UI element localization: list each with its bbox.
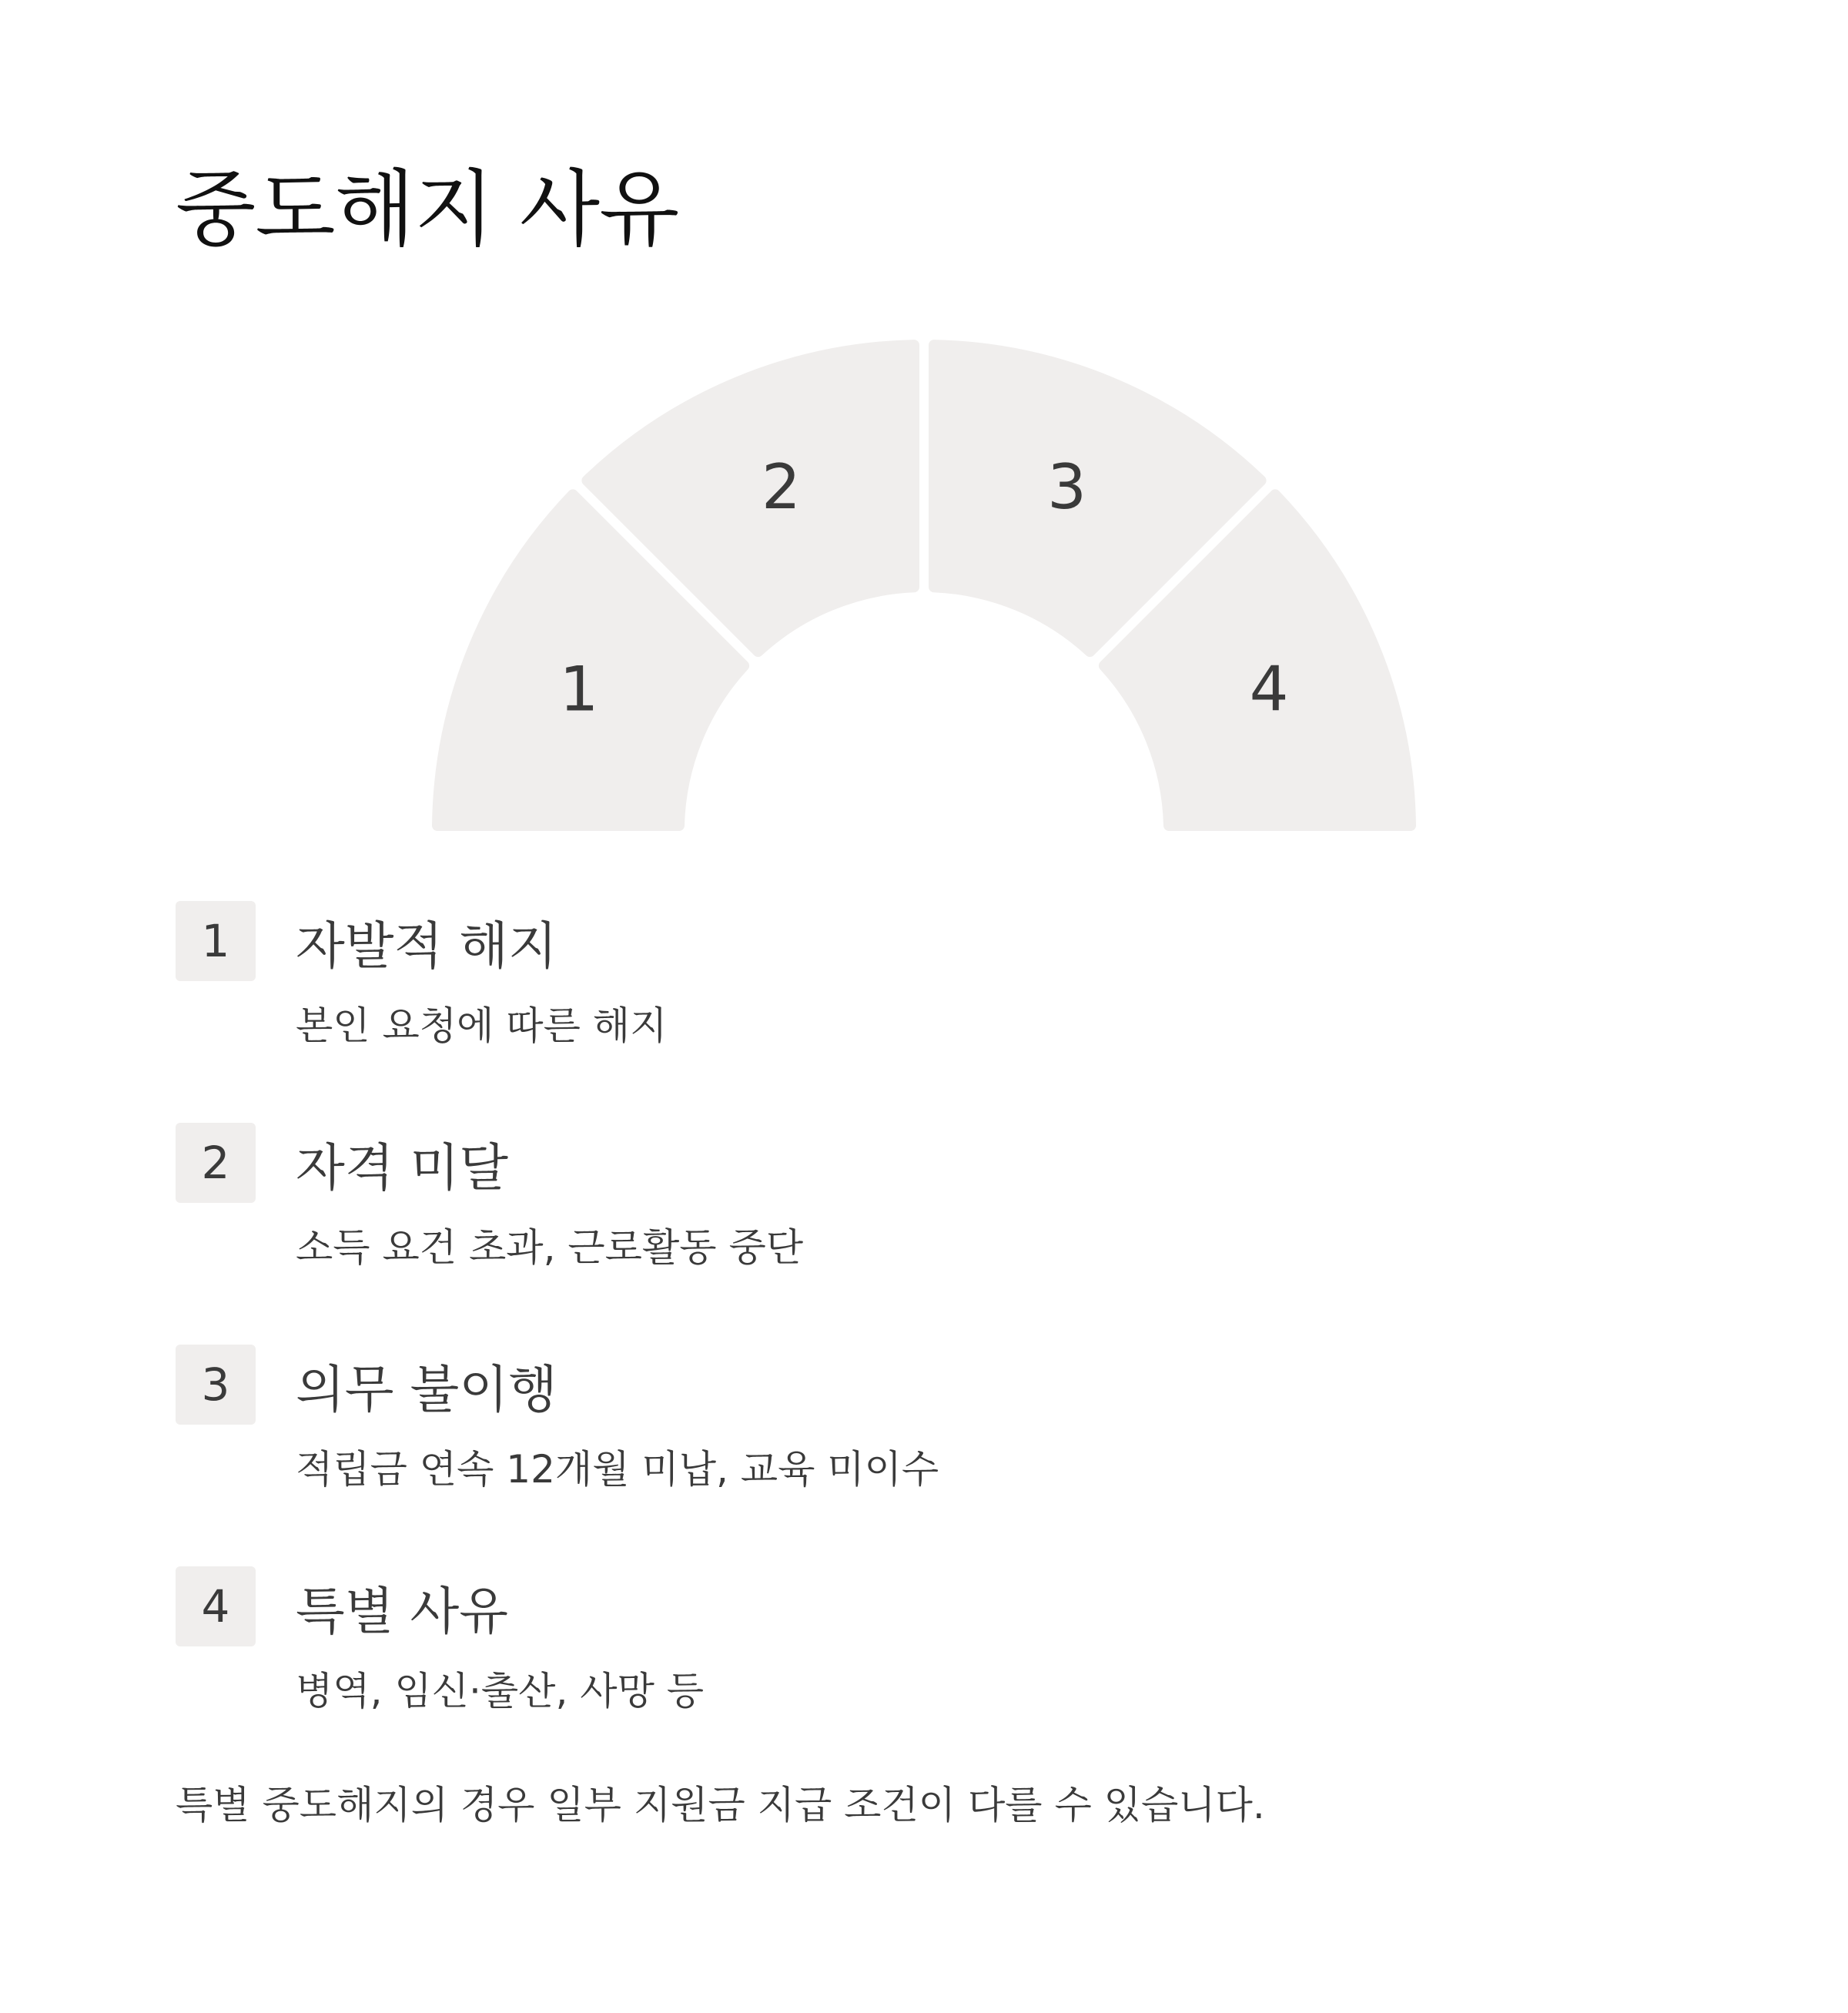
reason-title: 자발적 해지 bbox=[296, 916, 557, 976]
arc-segment-label-2: 2 bbox=[761, 450, 801, 523]
reason-number-badge: 2 bbox=[176, 1123, 256, 1203]
reason-title: 자격 미달 bbox=[296, 1137, 509, 1197]
reason-number-badge: 1 bbox=[176, 901, 256, 981]
reason-number-badge: 3 bbox=[176, 1345, 256, 1425]
arc-segment-label-1: 1 bbox=[559, 653, 599, 725]
page-title: 중도해지 사유 bbox=[176, 162, 679, 258]
footnote: 특별 중도해지의 경우 일부 지원금 지급 조건이 다를 수 있습니다. bbox=[176, 1783, 1265, 1827]
reason-description: 병역, 임신·출산, 사망 등 bbox=[296, 1669, 705, 1713]
reason-title: 특별 사유 bbox=[296, 1581, 509, 1641]
arc-segment-label-3: 3 bbox=[1047, 450, 1087, 523]
arc-segment-label-4: 4 bbox=[1249, 653, 1289, 725]
reason-number-badge: 4 bbox=[176, 1566, 256, 1646]
reason-description: 소득 요건 초과, 근로활동 중단 bbox=[296, 1225, 804, 1270]
semicircle-diagram bbox=[0, 0, 1848, 847]
reason-description: 본인 요청에 따른 해지 bbox=[296, 1003, 668, 1048]
reason-description: 적립금 연속 12개월 미납, 교육 미이수 bbox=[296, 1447, 939, 1492]
reason-title: 의무 불이행 bbox=[296, 1359, 557, 1419]
